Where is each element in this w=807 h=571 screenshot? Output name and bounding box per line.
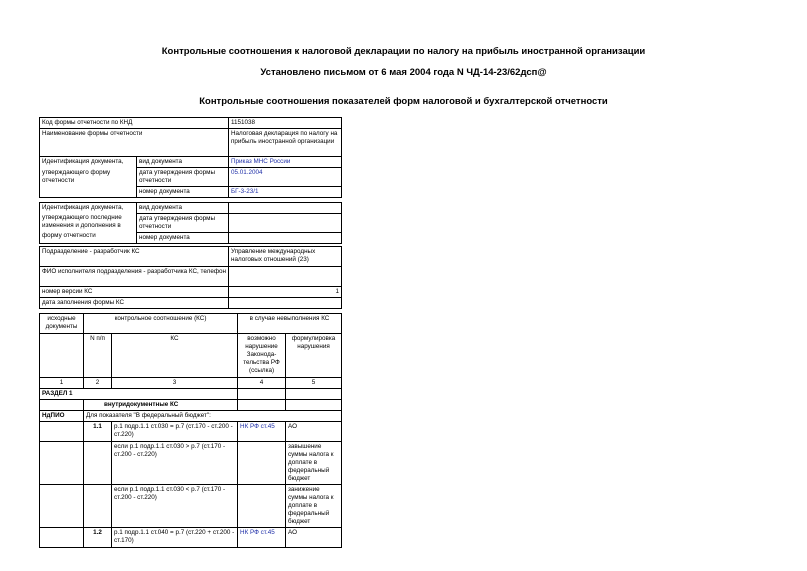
row-wording: АО — [286, 422, 342, 442]
change-date-label: дата утверждения формы отчетности — [137, 214, 229, 233]
row-law-link[interactable]: НК РФ ст.45 — [238, 422, 286, 442]
doc-date-value: 05.01.2004 — [229, 168, 342, 187]
row-ks: р.1 подр.1.1 ст.040 = р.7 (ст.220 + ст.200 - ст.170) — [112, 528, 238, 548]
row-num — [84, 485, 112, 528]
section-title: Контрольные соотношения показателей форм налоговой и бухгалтерской отчетности — [199, 96, 608, 107]
header-num: N п/п — [84, 334, 112, 378]
changes-info-table — [39, 202, 342, 244]
header-ks-short: КС — [112, 334, 238, 378]
doc-type-label: вид документа — [137, 157, 229, 168]
row-wording: АО — [286, 528, 342, 548]
row-law — [238, 442, 286, 485]
change-label-line3: форму отчетности — [42, 232, 96, 239]
table-row — [40, 442, 342, 485]
row-doc — [40, 528, 84, 548]
knd-label: Код формы отчетности по КНД — [40, 118, 229, 129]
col-num-1: 1 — [40, 378, 84, 389]
change-label-line1: Идентификация документа, — [42, 204, 124, 211]
dept-value: Управление международных налоговых отношений (23) — [229, 247, 342, 267]
indicator-label: Для показателя "В федеральный бюджет": — [84, 411, 342, 422]
form-info-table — [39, 117, 342, 198]
document-title: Контрольные соотношения к налоговой декларации по налогу на прибыль иностранной организации — [161, 46, 646, 57]
row-doc — [40, 485, 84, 528]
row-wording: занижение суммы налога к доплате в федеральный бюджет — [286, 485, 342, 528]
doc-code: НдПИО — [40, 411, 84, 422]
header-violation: в случае невыполнения КС — [238, 314, 342, 334]
fill-date-label: дата заполнения формы КС — [40, 298, 229, 309]
table-row — [40, 528, 342, 548]
control-ratios-table — [39, 313, 342, 548]
change-label — [40, 203, 137, 244]
row-num — [84, 442, 112, 485]
ident-label-line2: утверждающего форму отчетности — [42, 169, 111, 184]
header-docs: исходные документы — [40, 314, 84, 334]
change-num-label: номер документа — [137, 233, 229, 244]
section-label: РАЗДЕЛ 1 — [40, 389, 238, 400]
header-wording: формулировка нарушения — [286, 334, 342, 378]
row-num: 1.2 — [84, 528, 112, 548]
row-wording: завышение суммы налога к доплате в федеральный бюджет — [286, 442, 342, 485]
change-type-label: вид документа — [137, 203, 229, 214]
subsection-empty-4 — [238, 400, 286, 411]
row-ks: р.1 подр.1.1 ст.030 = р.7 (ст.170 - ст.200 - ст.220) — [112, 422, 238, 442]
header-docs-empty — [40, 334, 84, 378]
section-empty-5 — [286, 389, 342, 400]
table-row — [40, 485, 342, 528]
doc-type-value[interactable]: Приказ МНС России — [229, 157, 342, 168]
col-num-2: 2 — [84, 378, 112, 389]
fio-value — [229, 267, 342, 287]
change-type-value — [229, 203, 342, 214]
change-num-value — [229, 233, 342, 244]
dept-label: Подразделение - разработчик КС — [40, 247, 229, 267]
subsection-label: внутридокументные КС — [84, 400, 238, 411]
header-ks: контрольное соотношение (КС) — [84, 314, 238, 334]
fio-label: ФИО исполнителя подразделения - разработчика КС, телефон — [40, 267, 229, 287]
developer-info-table — [39, 246, 342, 309]
document-subtitle: Установлено письмом от 6 мая 2004 года N ЧД-14-23/62дсп@ — [260, 67, 547, 78]
fill-date-value — [229, 298, 342, 309]
col-num-5: 5 — [286, 378, 342, 389]
doc-num-label: номер документа — [137, 187, 229, 198]
row-num: 1.1 — [84, 422, 112, 442]
row-law-link[interactable]: НК РФ ст.45 — [238, 528, 286, 548]
row-doc — [40, 442, 84, 485]
row-ks: если р.1 подр.1.1 ст.030 < р.7 (ст.170 - ст.200 - ст.220) — [112, 485, 238, 528]
doc-num-value[interactable]: БГ-3-23/1 — [229, 187, 342, 198]
subsection-empty-5 — [286, 400, 342, 411]
version-label: номер версии КС — [40, 287, 229, 298]
col-num-3: 3 — [112, 378, 238, 389]
header-law: возможно нарушение Законода-тельства РФ (ссылка) — [238, 334, 286, 378]
change-date-value — [229, 214, 342, 233]
subsection-empty-1 — [40, 400, 84, 411]
change-label-line2: утверждающего последние изменения и дополнения в — [42, 214, 122, 229]
version-value: 1 — [229, 287, 342, 298]
ident-label-line1: Идентификация документа, — [42, 158, 124, 165]
col-num-4: 4 — [238, 378, 286, 389]
row-doc — [40, 422, 84, 442]
knd-value: 1151038 — [229, 118, 342, 129]
row-law — [238, 485, 286, 528]
form-name-label: Наименование формы отчетности — [40, 129, 229, 157]
doc-date-label: дата утверждения формы отчетности — [137, 168, 229, 187]
table-row — [40, 422, 342, 442]
row-ks: если р.1 подр.1.1 ст.030 > р.7 (ст.170 - ст.200 - ст.220) — [112, 442, 238, 485]
form-name-value: Налоговая декларация по налогу на прибыль иностранной организации — [229, 129, 342, 157]
section-empty-4 — [238, 389, 286, 400]
ident-label — [40, 157, 137, 198]
